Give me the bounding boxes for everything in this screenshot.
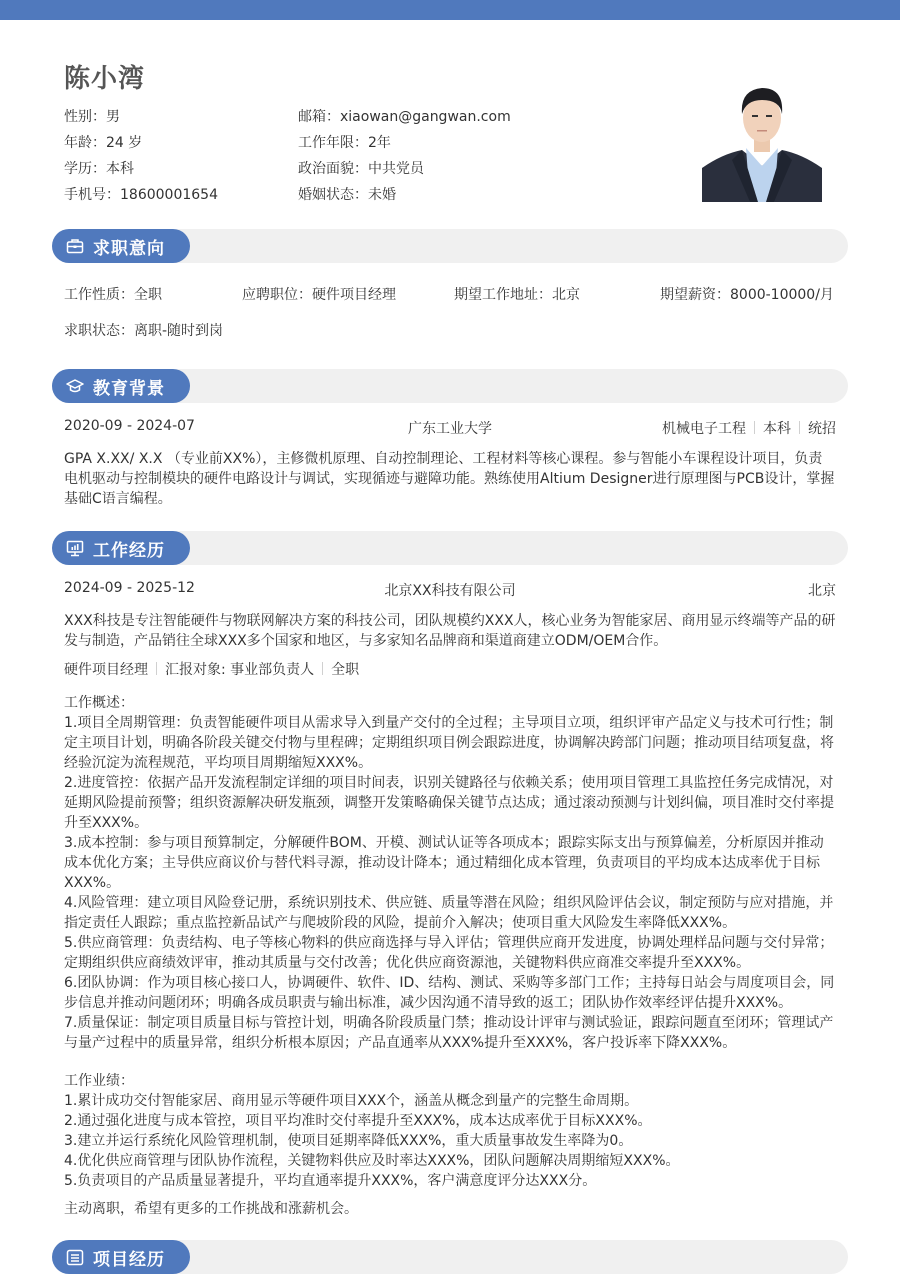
section-title: 教育背景 — [93, 378, 165, 399]
paragraph-line: 定期组织供应商绩效评审，推动其质量与交付改善；优化供应商资源池，关键物料供应商准交率提升至XXX%。 — [64, 955, 751, 971]
avatar-photo — [702, 70, 822, 202]
intent-value: 离职-随时到岗 — [134, 323, 224, 339]
section-title: 项目经历 — [93, 1249, 165, 1270]
candidate-name: 陈小湾 — [64, 64, 146, 94]
info-value: 2年 — [368, 135, 391, 151]
divider — [156, 662, 157, 675]
paragraph-line: 2.通过强化进度与成本管控，项目平均准时交付率提升至XXX%，成本达成率优于目标XXX%。 — [64, 1113, 652, 1129]
info-email — [298, 106, 511, 126]
achievements-title: 工作业绩： — [64, 1073, 134, 1089]
intent-label: 期望薪资： — [660, 287, 730, 303]
info-age — [64, 132, 142, 152]
info-label: 邮箱： — [298, 109, 340, 125]
work-row — [64, 580, 836, 600]
overview-title: 工作概述： — [64, 695, 134, 711]
paragraph-line: 发与制造，产品销往全球XXX多个国家和地区，与多家知名品牌商和渠道商建立ODM/OEM合作。 — [64, 633, 668, 649]
info-years — [298, 132, 391, 152]
work-overview — [64, 693, 839, 1053]
info-label: 年龄： — [64, 135, 106, 151]
work-employment: 全职 — [331, 662, 360, 678]
intent-salary — [660, 284, 834, 304]
info-value: 24 岁 — [106, 135, 143, 151]
paragraph-line: 4.优化供应商管理与团队协作流程，关键物料供应及时率达XXX%，团队问题解决周期缩短XXX%。 — [64, 1153, 680, 1169]
leave-reason — [64, 1199, 839, 1219]
intent-status — [64, 320, 223, 340]
info-value: 未婚 — [368, 187, 396, 203]
intent-label: 求职状态： — [64, 323, 134, 339]
paragraph-line: 2.进度管控：依据产品开发流程制定详细的项目时间表，识别关键路径与依赖关系；使用项目管理工具监控任务完成情况，对 — [64, 775, 834, 791]
list-icon — [66, 1248, 84, 1266]
section-pill — [52, 229, 190, 263]
paragraph-line: XXX%。 — [64, 875, 121, 891]
info-phone — [64, 184, 218, 204]
intent-value: 8000-10000/月 — [730, 287, 834, 303]
education-description — [64, 449, 839, 509]
work-achievements — [64, 1071, 839, 1191]
paragraph-line: 升至XXX%。 — [64, 815, 149, 831]
paragraph-line: 与量产过程中的质量异常，组织分析根本原因；产品直通率从XXX%提升至XXX%，客户投诉率下降XXX%。 — [64, 1035, 737, 1051]
intent-label: 应聘职位： — [242, 287, 312, 303]
graduation-cap-icon — [66, 377, 84, 395]
paragraph-line: 指定责任人跟踪；重点监控新品试产与爬坡阶段的风险，提前介入解决；使项目重大风险发生率降低XXX%。 — [64, 915, 737, 931]
intent-work-type — [64, 284, 162, 304]
work-report-to: 汇报对象: 事业部负责人 — [165, 662, 315, 678]
info-gender — [64, 106, 120, 126]
section-pill — [52, 1240, 190, 1274]
section-header-work — [52, 531, 848, 565]
paragraph-line: 1.累计成功交付智能家居、商用显示等硬件项目XXX个，涵盖从概念到量产的完整生命周期。 — [64, 1093, 639, 1109]
education-type: 统招 — [808, 421, 836, 437]
intent-value: 北京 — [552, 287, 580, 303]
paragraph-line: 4.风险管理：建立项目风险登记册，系统识别技术、供应链、质量等潜在风险；组织风险评估会议，制定预防与应对措施，并 — [64, 895, 834, 911]
info-label: 工作年限： — [298, 135, 368, 151]
paragraph-line: 成本优化方案；主导供应商议价与替代料寻源，推动设计降本；通过精细化成本管理，负责项目的平均成本达成率优于目标 — [64, 855, 820, 871]
intent-label: 期望工作地址： — [454, 287, 552, 303]
divider — [754, 421, 755, 434]
work-role-meta — [64, 659, 359, 679]
info-label: 性别： — [64, 109, 106, 125]
section-title: 求职意向 — [93, 238, 165, 259]
work-role: 硬件项目经理 — [64, 662, 148, 678]
intent-value: 全职 — [134, 287, 162, 303]
paragraph-line: 5.供应商管理：负责结构、电子等核心物料的供应商选择与导入评估；管理供应商开发进度，协调处理样品问题与交付异常； — [64, 935, 834, 951]
info-education — [64, 158, 134, 178]
info-value: 男 — [106, 109, 120, 125]
section-pill — [52, 369, 190, 403]
paragraph-line: 6.团队协调：作为项目核心接口人，协调硬件、软件、ID、结构、测试、采购等多部门工作；主持每日站会与周度项目会，同 — [64, 975, 835, 991]
section-header-education — [52, 369, 848, 403]
divider — [322, 662, 323, 675]
intent-label: 工作性质： — [64, 287, 134, 303]
paragraph-line: 3.建立并运行系统化风险管理机制，使项目延期率降低XXX%，重大质量事故发生率降为0。 — [64, 1133, 633, 1149]
paragraph-line: 步信息并推动问题闭环；明确各成员职责与输出标准，减少因沟通不清导致的返工；团队协作效率经评估提升XXX%。 — [64, 995, 793, 1011]
monitor-chart-icon — [66, 539, 84, 557]
info-political — [298, 158, 424, 178]
education-degree: 本科 — [763, 421, 791, 437]
intent-location — [454, 284, 580, 304]
paragraph-line: 7.质量保证：制定项目质量目标与管控计划，明确各阶段质量门禁；推动设计评审与测试验证，跟踪问题直至闭环；管理试产 — [64, 1015, 834, 1031]
section-header-intent — [52, 229, 848, 263]
section-title: 工作经历 — [93, 540, 165, 561]
company-description — [64, 611, 839, 651]
info-value: 中共党员 — [368, 161, 424, 177]
section-header-project — [52, 1240, 848, 1274]
education-major: 机械电子工程 — [662, 421, 746, 437]
paragraph-line: 电机驱动与控制模块的硬件电路设计与调试，实现循迹与避障功能。熟练使用Altium Designer进行原理图与PCB设计，掌握 — [64, 471, 835, 487]
paragraph-line: 5.负责项目的产品质量显著提升，平均直通率提升XXX%，客户满意度评分达XXX分。 — [64, 1173, 597, 1189]
paragraph-line: 定主项目计划，明确各阶段关键交付物与里程碑；定期组织项目例会跟踪进度，协调解决跨部门问题；推动项目结项复盘，将 — [64, 735, 834, 751]
paragraph-line: 3.成本控制：参与项目预算制定，分解硬件BOM、开模、测试认证等各项成本；跟踪实际支出与预算偏差，分析原因并推动 — [64, 835, 824, 851]
section-pill — [52, 531, 190, 565]
paragraph-line: GPA X.XX/ X.X （专业前XX%），主修微机原理、自动控制理论、工程材料等核心课程。参与智能小车课程设计项目，负责 — [64, 451, 823, 467]
intent-position — [242, 284, 396, 304]
info-value: 18600001654 — [120, 187, 218, 203]
education-meta — [662, 418, 836, 438]
education-school: 广东工业大学 — [408, 421, 492, 437]
work-city: 北京 — [808, 583, 836, 599]
top-accent-bar — [0, 0, 900, 20]
education-period: 2020-09 - 2024-07 — [64, 418, 195, 434]
paragraph-line: 经验沉淀为流程规范，平均项目周期缩短XXX%。 — [64, 755, 373, 771]
paragraph-line: 1.项目全周期管理：负责智能硬件项目从需求导入到量产交付的全过程；主导项目立项，组织评审产品定义与技术可行性；制 — [64, 715, 834, 731]
info-label: 学历： — [64, 161, 106, 177]
info-label: 政治面貌： — [298, 161, 368, 177]
info-value: 本科 — [106, 161, 134, 177]
paragraph-line: 延期风险提前预警；组织资源解决研发瓶颈，调整开发策略确保关键节点达成；通过滚动预测与计划纠偏，项目准时交付率提 — [64, 795, 834, 811]
paragraph-line: 基础C语言编程。 — [64, 491, 172, 507]
info-value: xiaowan@gangwan.com — [340, 109, 511, 125]
paragraph-line: 主动离职，希望有更多的工作挑战和涨薪机会。 — [64, 1201, 358, 1217]
work-period: 2024-09 - 2025-12 — [64, 580, 195, 596]
info-label: 手机号： — [64, 187, 120, 203]
work-company: 北京XX科技有限公司 — [384, 583, 516, 599]
paragraph-line: XXX科技是专注智能硬件与物联网解决方案的科技公司，团队规模约XXX人，核心业务为智能家居、商用显示终端等产品的研 — [64, 613, 836, 629]
divider — [799, 421, 800, 434]
info-label: 婚姻状态： — [298, 187, 368, 203]
briefcase-icon — [66, 237, 84, 255]
info-marital — [298, 184, 396, 204]
intent-value: 硬件项目经理 — [312, 287, 396, 303]
education-row — [64, 418, 836, 438]
